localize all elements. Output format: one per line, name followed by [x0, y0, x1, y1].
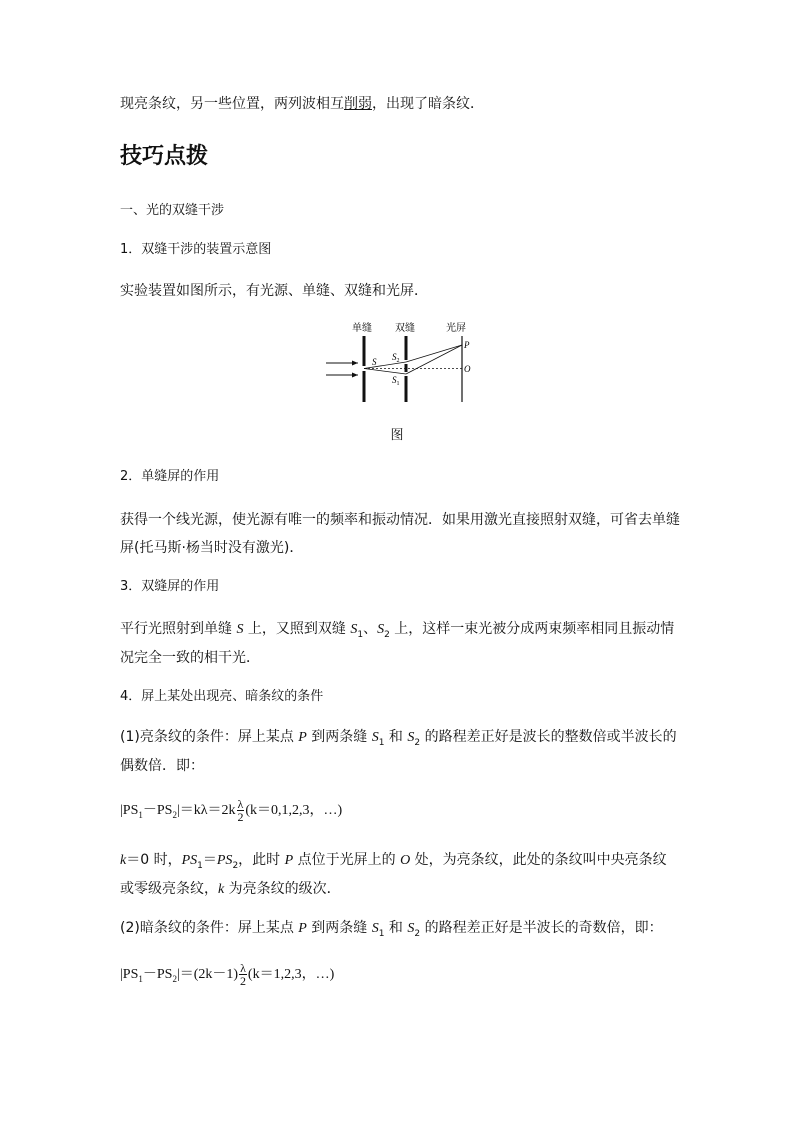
- label-s1: $S_1$: [392, 375, 400, 387]
- item-3-text: 平行光照射到单缝 S 上，又照到双缝 $S_1$、$S_2$ 上，这样一束光被分成两束频率相同且振动情况完全一致的相干光．: [120, 621, 675, 666]
- bright-fringe-condition: (1)亮条纹的条件：屏上某点 P 到两条缝 $S_1$ 和 $S_2$ 的路程差正好是波长的整数倍或半波长的偶数倍．即：: [120, 729, 677, 774]
- item-2-heading: 2．单缝屏的作用: [120, 469, 220, 484]
- item-1-text: 实验装置如图所示，有光源、单缝、双缝和光屏．: [120, 283, 428, 299]
- formula-bright: $|PS_1-PS_2|=k\lambda=2k$ $\frac{\lambda}{2}$ (k＝0,1,2,3，…): [120, 797, 343, 825]
- label-single-slit: 单缝: [352, 323, 372, 334]
- item-4-heading: 4．屏上某处出现亮、暗条纹的条件: [120, 689, 324, 704]
- arrowhead-bottom: [352, 373, 358, 378]
- fraction-lambda-over-2: $\frac{\lambda}{2}$: [240, 961, 246, 989]
- item-1-heading: 1．双缝干涉的装置示意图: [120, 242, 272, 257]
- label-s: S: [372, 357, 377, 367]
- underlined-word: 削弱: [344, 96, 372, 112]
- label-p: P: [464, 340, 470, 350]
- item-2-text: 获得一个线光源，使光源有唯一的频率和振动情况．如果用激光直接照射双缝，可省去单缝屏(托马斯·杨当时没有激光)．: [120, 512, 680, 556]
- label-double-slit: 双缝: [395, 323, 415, 334]
- intro-line: 现亮条纹，另一些位置，两列波相互削弱，出现了暗条纹．: [120, 96, 484, 112]
- item-3-heading: 3．双缝屏的作用: [120, 579, 220, 594]
- ray-s-to-s2: [364, 362, 406, 369]
- dark-fringe-condition: (2)暗条纹的条件：屏上某点 P 到两条缝 $S_1$ 和 $S_2$ 的路程差正好是半波长的奇数倍，即：: [120, 920, 663, 939]
- subsection-title: 一、光的双缝干涉: [120, 203, 225, 218]
- figure-caption: 图: [390, 428, 404, 443]
- label-s2: $S_2$: [392, 352, 400, 364]
- arrowhead-top: [352, 361, 358, 366]
- section-title: 技巧点拨: [120, 144, 209, 169]
- k-zero-explanation: k＝0 时，$PS_1=PS_2$，此时 P 点位于光屏上的 O 处，为亮条纹，此处的条纹叫中央亮条纹或零级亮条纹，k 为亮条纹的级次．: [120, 852, 667, 897]
- label-screen: 光屏: [446, 323, 466, 334]
- formula-dark: $|PS_1-PS_2|=(2k-1)$ $\frac{\lambda}{2}$ (k＝1,2,3，…): [120, 961, 335, 989]
- fraction-lambda-over-2: $\frac{\lambda}{2}$: [237, 797, 244, 825]
- ray-s-to-s1: [364, 369, 406, 375]
- double-slit-diagram: [318, 318, 484, 408]
- label-o: O: [464, 364, 471, 374]
